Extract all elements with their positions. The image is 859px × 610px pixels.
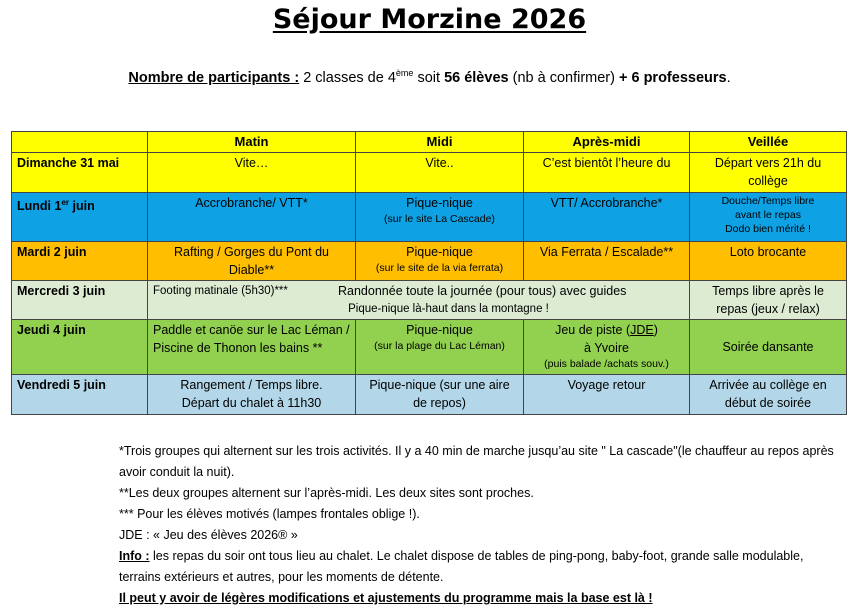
table-row: [12, 153, 847, 193]
header-apres-midi: Après-midi: [524, 132, 690, 153]
randonnee-note: Pique-nique là-haut dans la montagne !: [348, 303, 549, 315]
midi-cell: Pique-nique (sur le site La Cascade): [356, 193, 524, 242]
apres-midi-cell: Via Ferrata / Escalade**: [524, 242, 690, 281]
midi-cell: Pique-nique (sur la plage du Lac Léman): [356, 320, 524, 375]
header-matin: Matin: [148, 132, 356, 153]
randonnee-cell: [148, 281, 690, 320]
apres-midi-cell: C’est bientôt l’heure du: [524, 153, 690, 193]
matin-cell: Vite…: [148, 153, 356, 193]
page-title: Séjour Morzine 2026: [272, 4, 587, 35]
veillee-cell: Soirée dansante: [690, 320, 847, 375]
midi-note: (sur le site de la via ferrata): [375, 262, 504, 274]
header-empty: [12, 132, 148, 153]
participants-note: (nb à confirmer): [512, 69, 615, 86]
footnote-2: **Les deux groupes alternent sur l’après-midi. Les deux sites sont proches.: [119, 486, 534, 500]
apres-midi-note: (puis balade /achats souv.): [544, 358, 669, 370]
veillee-cell: Arrivée au collège en début de soirée: [690, 375, 847, 415]
apres-midi-cell: Voyage retour: [524, 375, 690, 415]
day-cell: Jeudi 4 juin: [12, 320, 148, 375]
veillee-cell: Loto brocante: [690, 242, 847, 281]
matin-cell: Rafting / Gorges du Pont du Diable**: [148, 242, 356, 281]
matin-cell: Rangement / Temps libre. Départ du chalet à 11h30: [148, 375, 356, 415]
info-text: les repas du soir ont tous lieu au chalet. Le chalet dispose de tables de ping-pong, baby-foot, grande salle modulable, terrains extérieurs et autres, pour les moments de détente.: [119, 549, 804, 584]
schedule-table: [11, 131, 847, 415]
midi-note: (sur la plage du Lac Léman): [374, 340, 505, 352]
warning-text: Il peut y avoir de légères modifications et ajustements du programme mais la base est là !: [119, 591, 653, 605]
participants-classes: 2 classes de 4: [303, 69, 396, 86]
veillee-cell: Temps libre après le repas (jeux / relax): [690, 281, 847, 320]
apres-midi-cell: Jeu de piste (JDE) à Yvoire (puis balade /achats souv.): [524, 320, 690, 375]
day-cell: Mercredi 3 juin: [12, 281, 148, 320]
midi-cell: Pique-nique (sur une aire de repos): [356, 375, 524, 415]
participants-eleves: 56 élèves: [444, 69, 509, 86]
randonnee-text: Randonnée toute la journée (pour tous) avec guides: [338, 284, 627, 298]
jde-link: JDE: [630, 323, 654, 337]
veillee-cell: Douche/Temps libre avant le repas Dodo bien mérité !: [690, 193, 847, 242]
info-paragraph: [119, 546, 839, 588]
veillee-cell: Départ vers 21h du collège: [690, 153, 847, 193]
participants-soit: soit: [417, 69, 441, 86]
day-cell: Vendredi 5 juin: [12, 375, 148, 415]
matin-cell: Accrobranche/ VTT*: [148, 193, 356, 242]
table-header-row: [12, 132, 847, 153]
footing-text: Footing matinale (5h30)***: [153, 285, 288, 297]
footnote-jde: JDE : « Jeu des élèves 2026® »: [119, 528, 298, 542]
day-cell: Dimanche 31 mai: [12, 153, 148, 193]
table-row: [12, 320, 847, 375]
apres-midi-cell: VTT/ Accrobranche*: [524, 193, 690, 242]
table-row: [12, 193, 847, 242]
info-label: Info :: [119, 549, 150, 563]
day-cell: Mardi 2 juin: [12, 242, 148, 281]
day-cell: Lundi 1er juin: [12, 193, 148, 242]
participants-line: Nombre de participants : 2 classes de 4ème soit 56 élèves (nb à confirmer) + 6 professeurs.: [128, 68, 731, 86]
participants-sup: ème: [395, 68, 414, 78]
matin-cell: Paddle et canöe sur le Lac Léman / Piscine de Thonon les bains **: [148, 320, 356, 375]
footnotes: [119, 441, 839, 609]
table-row: [12, 375, 847, 415]
footnote-1: *Trois groupes qui alternent sur les trois activités. Il y a 40 min de marche jusqu’au site " La cascade"(le chauffeur au repos après avoir conduit la nuit).: [119, 444, 834, 479]
participants-label: Nombre de participants :: [128, 69, 300, 86]
footnote-3: *** Pour les élèves motivés (lampes frontales oblige !).: [119, 507, 420, 521]
header-veillee: Veillée: [690, 132, 847, 153]
table-row: [12, 242, 847, 281]
midi-cell: Pique-nique (sur le site de la via ferrata): [356, 242, 524, 281]
table-row: [12, 281, 847, 320]
participants-profs: + 6 professeurs: [618, 69, 727, 86]
header-midi: Midi: [356, 132, 524, 153]
midi-cell: Vite..: [356, 153, 524, 193]
midi-note: (sur le site La Cascade): [384, 213, 495, 225]
